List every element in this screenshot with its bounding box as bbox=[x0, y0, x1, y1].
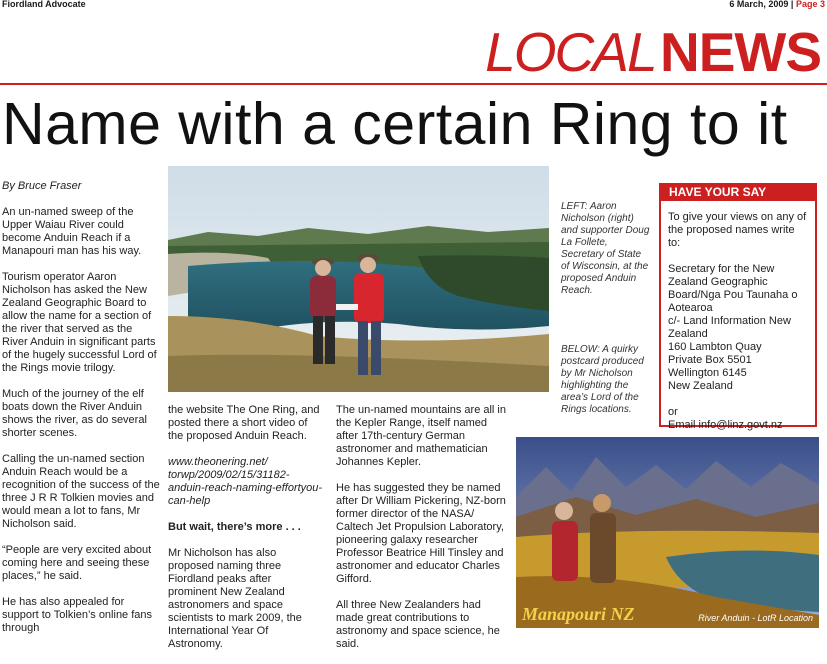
paragraph: Calling the un-named section Anduin Reach would be a recognition of the success of the three J R R Tolkien movies and would mean a lot to fans, Mr Nicholson said. bbox=[2, 453, 160, 530]
address-line: Wellington 6145 bbox=[668, 367, 747, 379]
article-column-2 bbox=[168, 404, 323, 664]
issue-date: 6 March, 2009 bbox=[729, 0, 789, 9]
headline: Name with a certain Ring to it bbox=[2, 91, 788, 157]
postcard-brand: Manapouri NZ bbox=[522, 604, 635, 624]
paragraph: He has suggested they be named after Dr William Pickering, NZ-born former director of the NASA/ Caltech Jet Propulsion Laboratory, pioneering galaxy researcher Professor Beatrice Hill Tinsley and astronomer and educator Charles Gifford. bbox=[336, 482, 506, 585]
have-your-say-title: HAVE YOUR SAY bbox=[659, 183, 817, 201]
byline: By Bruce Fraser bbox=[2, 180, 82, 192]
paragraph: Mr Nicholson has also proposed naming three Fiordland peaks after prominent New Zealand astronomers and space scientists to mark 2009, the International Year Of Astronomy. bbox=[168, 547, 302, 650]
or-text: or bbox=[668, 406, 678, 418]
river-photo-graphic bbox=[168, 166, 549, 392]
paragraph: The un-named mountains are all in the Kepler Range, itself named after 17th-century German astronomer and mathematician Johannes Kepler. bbox=[336, 404, 506, 468]
address-line: c/- Land Information New Zealand bbox=[668, 315, 791, 340]
article-column-1 bbox=[2, 180, 160, 648]
date-page bbox=[729, 0, 825, 9]
have-your-say-intro: To give your views on any of the proposed names write to: bbox=[668, 211, 807, 249]
address-line: Secretary for the New Zealand Geographic Board/Nga Pou Taunaha o Aotearoa bbox=[668, 263, 798, 314]
postcard-image bbox=[516, 437, 819, 628]
section-news: NEWS bbox=[660, 21, 821, 83]
article-url: www.theonering.net/ torwp/2009/02/15/31182- anduin-reach-naming-effortyou- can-help bbox=[168, 456, 323, 507]
paragraph: All three New Zealanders had made great contributions to astronomy and space science, he said. bbox=[336, 599, 500, 650]
email-text: Email info@linz.govt.nz bbox=[668, 419, 783, 431]
postcard-label: River Anduin - LotR Location bbox=[698, 613, 813, 623]
paragraph: He has also appealed for support to Tolkien’s online fans through bbox=[2, 596, 153, 634]
article-column-3 bbox=[336, 404, 506, 664]
address-line: New Zealand bbox=[668, 380, 733, 392]
paragraph: the website The One Ring, and posted there a short video of the proposed Anduin Reach. bbox=[168, 404, 320, 442]
publication-name: Fiordland Advocate bbox=[2, 0, 86, 9]
paragraph: An un-named sweep of the Upper Waiau River could become Anduin Reach if a Manapouri man has his way. bbox=[2, 206, 142, 257]
postcard-graphic bbox=[516, 437, 819, 628]
paragraph: “People are very excited about coming here and seeing these places,” he said. bbox=[2, 544, 152, 582]
address-line: Private Box 5501 bbox=[668, 354, 752, 366]
masthead-bar bbox=[0, 0, 827, 12]
have-your-say-box bbox=[659, 201, 817, 431]
river-photo bbox=[168, 166, 549, 392]
paragraph: Tourism operator Aaron Nicholson has asked the New Zealand Geographic Board to allow the name for a section of the river that served as the River Anduin in significant parts of the hugely successful Lord of the Rings movie trilogy. bbox=[2, 271, 157, 374]
section-rule bbox=[0, 83, 827, 85]
paragraph: Much of the journey of the elf boats down the River Anduin shows the river, as do several shorter scenes. bbox=[2, 388, 147, 439]
masthead-separator: | bbox=[790, 0, 794, 9]
address-line: 160 Lambton Quay bbox=[668, 341, 762, 353]
caption-below: BELOW: A quirky postcard produced by Mr Nicholson highlighting the area’s Lord of the Rings locations. bbox=[561, 344, 644, 415]
section-local: LOCAL bbox=[485, 21, 656, 83]
caption-left: LEFT: Aaron Nicholson (right) and supporter Doug La Follete, Secretary of State of Wisconsin, at the proposed Anduin Reach. bbox=[561, 201, 650, 296]
subheading: But wait, there’s more . . . bbox=[168, 521, 301, 533]
page-number: Page 3 bbox=[795, 0, 825, 9]
section-title bbox=[485, 22, 821, 82]
address-block bbox=[668, 263, 809, 393]
